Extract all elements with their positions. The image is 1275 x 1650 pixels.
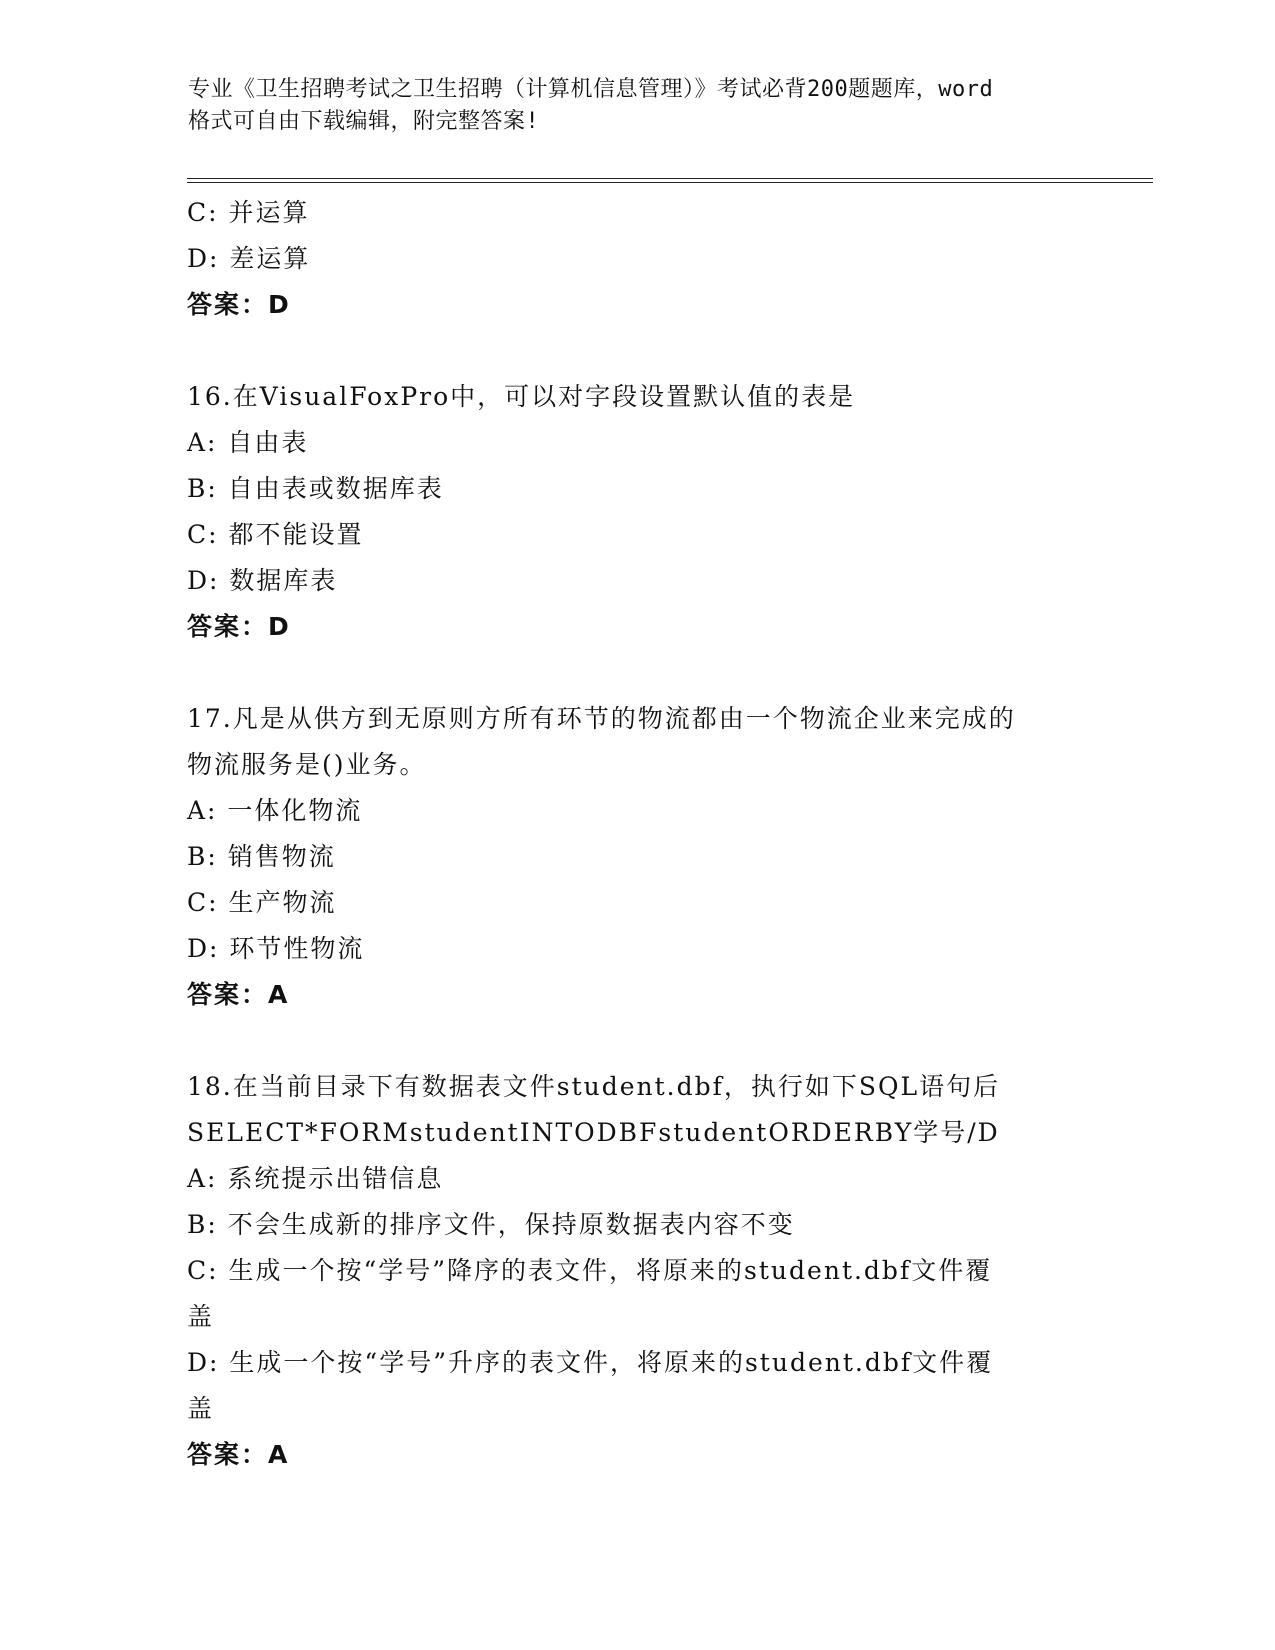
option-a: A: 自由表 [187,428,309,457]
option-c-line-1: C: 生成一个按“学号”降序的表文件，将原来的student.dbf文件覆 [187,1256,993,1285]
question-list [187,190,1087,1478]
answer-line: 答案：A [187,1440,290,1469]
spacer [187,650,1087,696]
option-d-line-1: D: 生成一个按“学号”升序的表文件，将原来的student.dbf文件覆 [187,1348,994,1377]
option-d: D: 数据库表 [187,566,338,595]
header-divider-bottom [187,182,1153,183]
document-header [188,74,1098,138]
question-15-tail [187,190,1087,328]
header-title-line-1: 专业《卫生招聘考试之卫生招聘（计算机信息管理）》考试必背200题题库，word [188,77,994,102]
question-text: 16.在VisualFoxPro中，可以对字段设置默认值的表是 [187,382,856,411]
spacer [187,1018,1087,1064]
option-b: B: 销售物流 [187,842,336,871]
option-c: C: 生产物流 [187,888,337,917]
question-text-line-2: 物流服务是()业务。 [187,750,427,779]
option-d: D: 差运算 [187,244,311,273]
option-c-line-2: 盖 [187,1302,215,1331]
option-c: C: 都不能设置 [187,520,364,549]
option-b: B: 自由表或数据库表 [187,474,444,503]
answer-line: 答案：D [187,612,291,641]
option-c: C: 并运算 [187,198,310,227]
option-a: A: 系统提示出错信息 [187,1164,444,1193]
option-d-line-2: 盖 [187,1394,215,1423]
question-text-line-1: 17.凡是从供方到无原则方所有环节的物流都由一个物流企业来完成的 [187,704,1016,733]
header-title-line-2: 格式可自由下载编辑，附完整答案! [188,109,540,134]
answer-line: 答案：D [187,290,291,319]
header-divider-top [187,178,1153,179]
question-text-line-2: SELECT*FORMstudentINTODBFstudentORDERBY学号/D [187,1118,1000,1147]
question-17 [187,696,1087,1018]
spacer [187,328,1087,374]
question-18 [187,1064,1087,1478]
option-b: B: 不会生成新的排序文件，保持原数据表内容不变 [187,1210,795,1239]
question-text-line-1: 18.在当前目录下有数据表文件student.dbf，执行如下SQL语句后 [187,1072,1001,1101]
option-a: A: 一体化物流 [187,796,363,825]
option-d: D: 环节性物流 [187,934,365,963]
question-16 [187,374,1087,650]
answer-line: 答案：A [187,980,290,1009]
